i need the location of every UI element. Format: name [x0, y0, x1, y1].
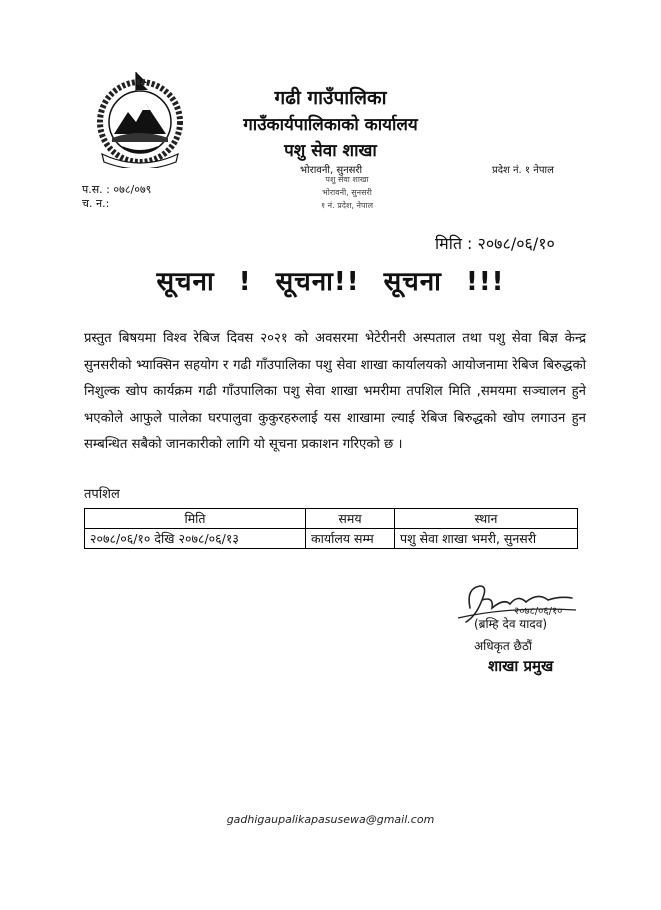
dispatch-number: च. न.: [82, 197, 110, 210]
schedule-heading: तपशिल [84, 487, 120, 502]
column-header-date: मिति [85, 509, 306, 529]
schedule-place-cell: पशु सेवा शाखा भमरी, सुनसरी [395, 529, 578, 549]
stamp-line-2: भोरावनी, सुनसरी [322, 188, 372, 197]
branch-name: पशु सेवा शाखा [284, 141, 377, 161]
table-row [85, 529, 578, 549]
schedule-table [84, 508, 578, 549]
province-label: प्रदेश नं. १ नेपाल [492, 165, 554, 176]
notice-title: सूचना ! सूचना!! सूचना !!! [156, 267, 505, 297]
signatory-role: शाखा प्रमुख [488, 657, 554, 675]
column-header-time: समय [306, 509, 395, 529]
office-subtitle: गाउँकार्यपालिकाको कार्यालय [243, 115, 418, 135]
office-address: भोरावनी, सुनसरी [300, 165, 363, 176]
schedule-date-cell: २०७८/०६/१० देखि २०७८/०६/१३ [85, 529, 306, 549]
notice-body: प्रस्तुत बिषयमा विश्व रेबिज दिवस २०२१ को अवसरमा भेटेरीनरी अस्पताल तथा पशु सेवा बिज्ञ केन्द्र सुनसरीको भ्याक्सिन सहयोग र गढी गाँउपालिका पशु सेवा शाखा कार्यालयको आयोजनामा रेबिज बिरुद्धको निशुल्क खोप कार्यक्रम गढी गाँउपालिका पशु सेवा शाखा भमरीमा तपशिल मिति ,समयमा सञ्चालन हुने भएकोले आफुले पालेका घरपालुवा कुकुरहरुलाई यस शाखामा ल्याई रेबिज बिरुद्धको खोप लगाउन हुन सम्बन्धित सबैको जानकारीको लागि यो सूचना प्रकाशन गरिएको छ । [84, 331, 586, 453]
signatory-name: (ब्रम्हि देव यादव) [474, 617, 548, 631]
notice-date: मिति : २०७८/०६/१० [435, 234, 555, 253]
signature-date: २०७८/०६/१० [514, 606, 563, 617]
office-name: गढी गाउँपालिका [274, 87, 387, 109]
office-stamp [305, 168, 389, 214]
signatory-rank: अधिकृत छैठौं [474, 639, 533, 653]
schedule-header-row [85, 509, 578, 529]
stamp-line-3: १ नं. प्रदेश, नेपाल [320, 201, 374, 210]
letter-number: प.स. : ०७८/०७९ [82, 183, 152, 196]
footer-email: gadhigaupalikapasusewa@gmail.com [226, 813, 435, 826]
column-header-place: स्थान [395, 509, 578, 529]
stamp-line-1: पशु सेवा शाखा [325, 175, 369, 184]
schedule-time-cell: कार्यालय सम्म [306, 529, 395, 549]
